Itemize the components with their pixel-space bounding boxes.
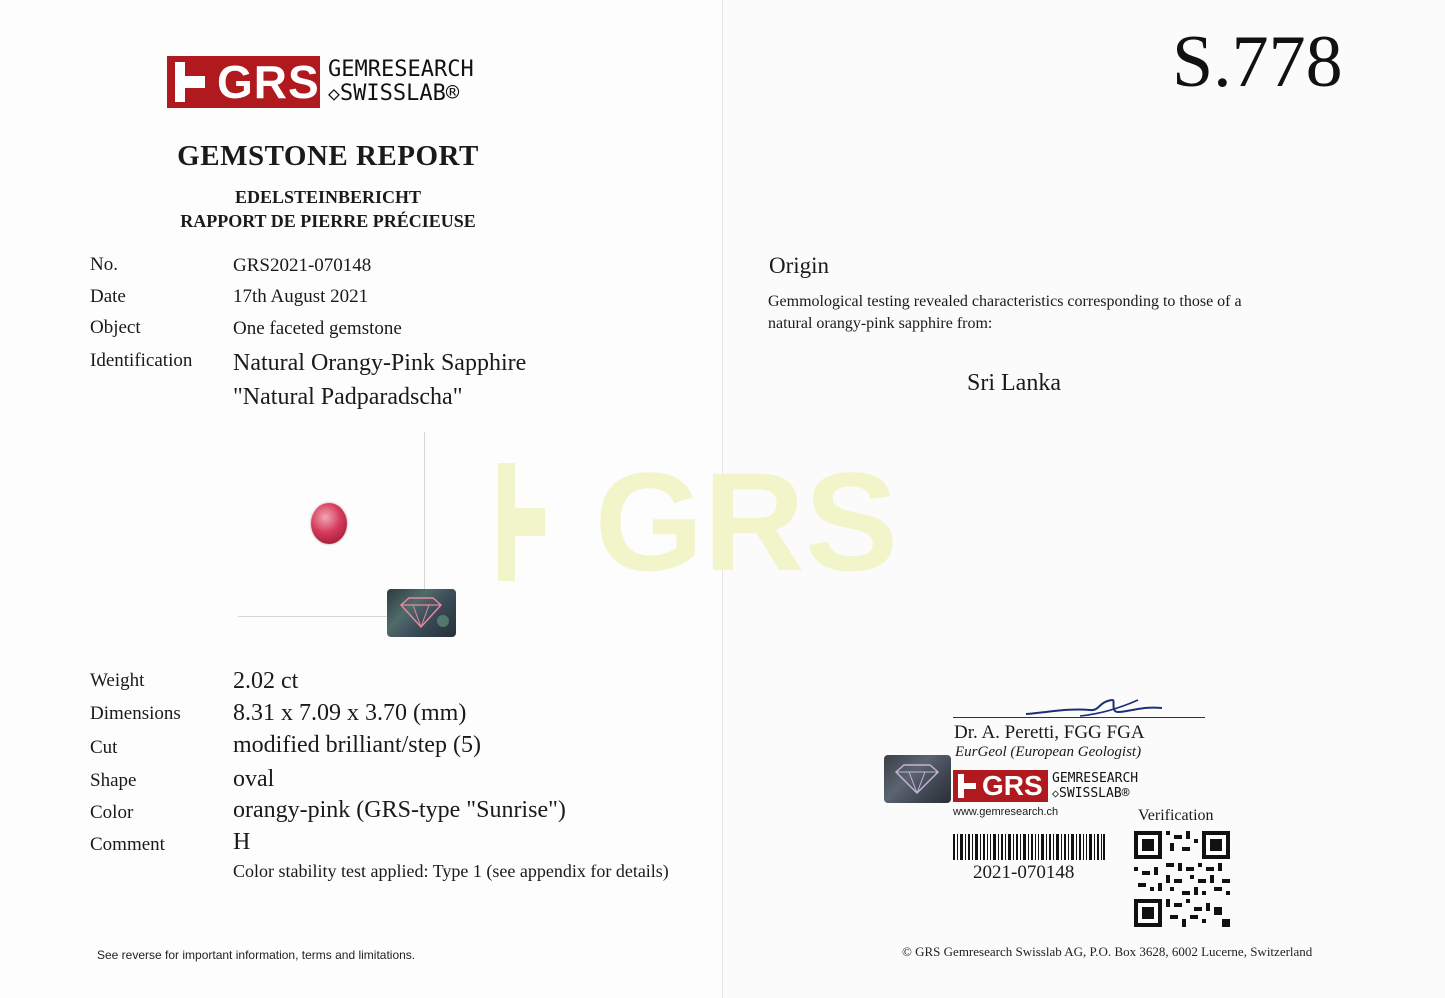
signature-line (953, 717, 1205, 718)
signer-title: EurGeol (European Geologist) (955, 744, 1142, 760)
grs-logo-letters: GRS (217, 56, 320, 108)
cut-label: Cut (90, 737, 118, 758)
website-link[interactable]: www.gemresearch.ch (953, 806, 1059, 818)
shape-label: Shape (90, 770, 137, 791)
photo-frame-baseline (238, 616, 388, 617)
grs-logo (167, 56, 474, 108)
diamond-hologram-icon (387, 589, 456, 637)
identification-line1: Natural Orangy-Pink Sapphire (233, 350, 527, 376)
comment-note: Color stability test applied: Type 1 (see appendix for details) (233, 861, 669, 881)
comment-label: Comment (90, 834, 165, 855)
comment-value: H (233, 829, 251, 855)
copyright-notice: © GRS Gemresearch Swisslab AG, P.O. Box 3628, 6002 Lucerne, Switzerland (902, 944, 1313, 959)
verification-label: Verification (1138, 807, 1214, 824)
grs-logo-letters-small: GRS (982, 770, 1043, 801)
date-value: 17th August 2021 (233, 286, 369, 307)
diamond-icon: ◇ (328, 82, 340, 105)
footnote: See reverse for important information, terms and limitations. (97, 948, 416, 962)
weight-value: 2.02 ct (233, 668, 299, 694)
date-label: Date (90, 286, 126, 307)
barcode-number: 2021-070148 (973, 862, 1075, 883)
barcode-image (953, 834, 1105, 860)
object-label: Object (90, 317, 141, 338)
color-value: orangy-pink (GRS-type "Sunrise") (233, 797, 566, 823)
origin-country: Sri Lanka (967, 370, 1061, 396)
swiss-cross-icon (958, 774, 976, 798)
report-number: S.778 (1172, 21, 1343, 103)
cut-value: modified brilliant/step (5) (233, 732, 481, 758)
diamond-hologram-icon (884, 755, 951, 803)
grs-logo-small (953, 770, 1138, 802)
grs-logo-wordmark (328, 59, 474, 105)
number-value: GRS2021-070148 (233, 255, 372, 276)
grs-logo-mark (167, 56, 320, 108)
dimensions-value: 8.31 x 7.09 x 3.70 (mm) (233, 700, 467, 726)
signer-name: Dr. A. Peretti, FGG FGA (954, 722, 1145, 743)
grs-logo-line1-small: GEMRESEARCH (1052, 771, 1139, 786)
swiss-cross-icon (175, 62, 205, 102)
origin-heading: Origin (769, 253, 830, 278)
report-subtitle-german: EDELSTEINBERICHT (234, 187, 422, 207)
identification-line2: "Natural Padparadscha" (233, 384, 463, 410)
diamond-icon: ◇ (1052, 786, 1060, 800)
grs-logo-line2: SWISSLAB® (339, 81, 460, 106)
origin-text: Gemmological testing revealed characteristics corresponding to those of a natural orangy-pink sapphire from: (768, 293, 1242, 332)
grs-logo-mark-small (953, 770, 1048, 802)
identification-label: Identification (90, 350, 193, 371)
dimensions-label: Dimensions (90, 703, 181, 724)
verification-qr-code[interactable] (1134, 831, 1230, 927)
grs-logo-wordmark-small (1052, 772, 1138, 800)
report-title: GEMSTONE REPORT (177, 140, 479, 172)
grs-watermark (498, 443, 898, 600)
watermark-text: GRS (594, 443, 898, 600)
weight-label: Weight (90, 670, 145, 691)
grs-logo-line1: GEMRESEARCH (328, 57, 474, 82)
hologram-seal-small (884, 755, 951, 803)
color-label: Color (90, 802, 134, 823)
number-label: No. (90, 254, 118, 275)
hologram-seal (387, 589, 456, 637)
shape-value: oval (233, 766, 275, 792)
gemstone-photo (311, 503, 347, 544)
object-value: One faceted gemstone (233, 318, 402, 339)
report-subtitle-french: RAPPORT DE PIERRE PRÉCIEUSE (180, 211, 476, 231)
grs-logo-line2-small: SWISSLAB® (1059, 786, 1130, 801)
watermark-cross-icon (498, 463, 545, 581)
